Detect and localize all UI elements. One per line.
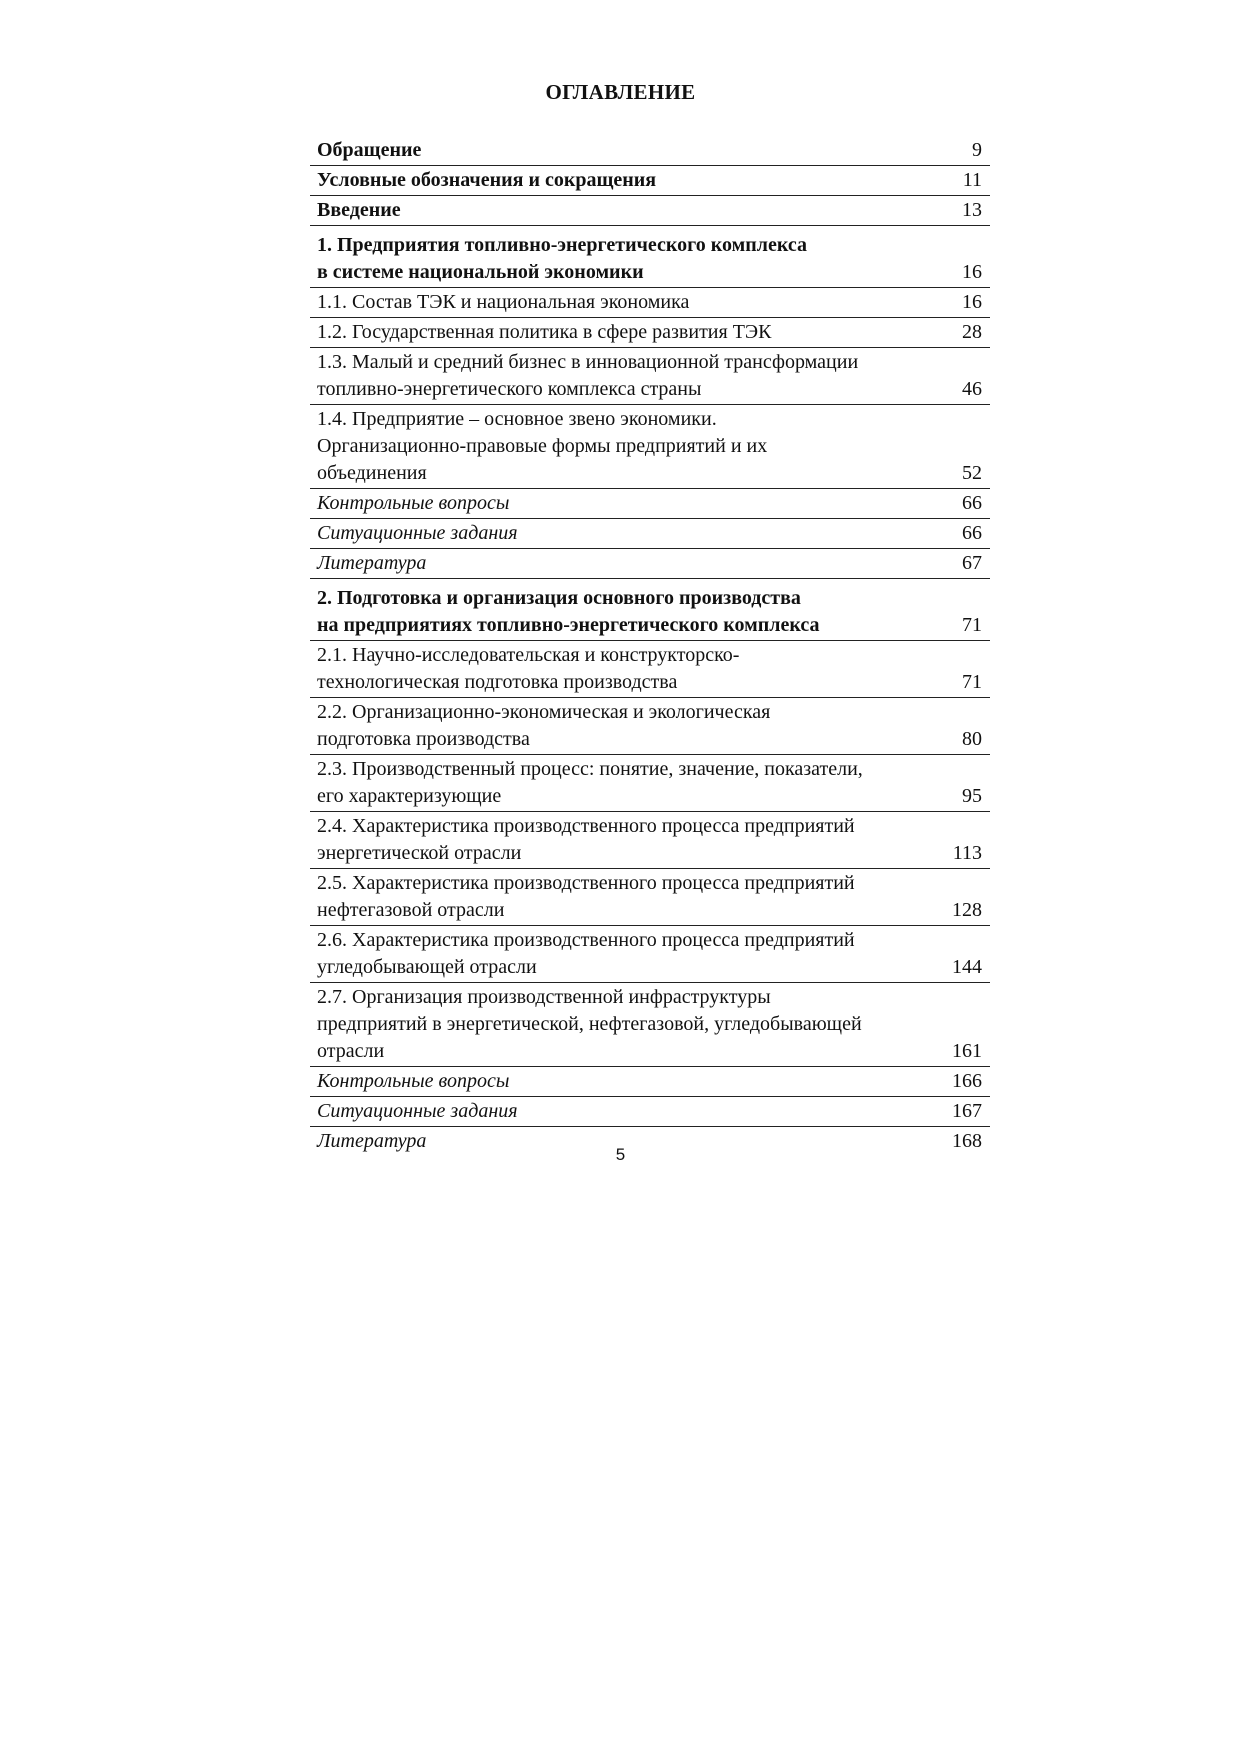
toc-entry-page: 67 <box>962 552 982 574</box>
toc-entry-title: 1.1. Состав ТЭК и национальная экономика <box>317 291 690 313</box>
toc-entry[interactable] <box>310 1067 990 1097</box>
toc-entry-page: 168 <box>952 1130 982 1152</box>
toc-entry[interactable] <box>310 812 990 869</box>
toc-entry-page: 144 <box>952 956 982 978</box>
toc-entry-title: Обращение <box>317 139 422 161</box>
toc-entry-page: 13 <box>962 199 982 221</box>
toc-entry[interactable] <box>310 196 990 226</box>
toc-entry-title: 2.2. Организационно-экономическая и экологическая подготовка производства <box>317 701 771 750</box>
toc-entry[interactable] <box>310 755 990 812</box>
toc-entry[interactable] <box>310 318 990 348</box>
toc-entry-title: Литература <box>317 552 427 574</box>
toc-entry-title: 2.6. Характеристика производственного процесса предприятий угледобывающей отрасли <box>317 929 855 978</box>
toc-entry-title: Условные обозначения и сокращения <box>317 169 657 191</box>
toc-entry-page: 128 <box>952 899 982 921</box>
toc-entry-title: 1.4. Предприятие – основное звено экономики. Организационно-правовые формы предприятий и их объединения <box>317 408 768 484</box>
toc-entry[interactable] <box>310 489 990 519</box>
toc-entry[interactable] <box>310 698 990 755</box>
toc-entry-title: Контрольные вопросы <box>317 1070 510 1092</box>
toc-entry[interactable] <box>310 869 990 926</box>
toc-entry[interactable] <box>310 549 990 579</box>
toc-entry-page: 113 <box>952 842 982 864</box>
toc-entry[interactable] <box>310 584 990 641</box>
toc-entry[interactable] <box>310 288 990 318</box>
toc-entry-title: Литература <box>317 1130 427 1152</box>
toc-entry-title: 1.3. Малый и средний бизнес в инновационной трансформации топливно-энергетического комплекса страны <box>317 351 859 400</box>
toc-entry-page: 16 <box>962 291 982 313</box>
toc-entry[interactable] <box>310 231 990 288</box>
toc-entry-page: 52 <box>962 462 982 484</box>
toc-entry[interactable] <box>310 1097 990 1127</box>
toc-entry-title: 2.3. Производственный процесс: понятие, значение, показатели, его характеризующие <box>317 758 863 807</box>
toc-entry-page: 9 <box>972 139 982 161</box>
toc-entry-title: Ситуационные задания <box>317 522 518 544</box>
toc-entry[interactable] <box>310 405 990 489</box>
toc-entry-page: 28 <box>962 321 982 343</box>
toc-entry-title: Ситуационные задания <box>317 1100 518 1122</box>
table-of-contents <box>310 136 990 1156</box>
toc-entry-page: 66 <box>962 492 982 514</box>
toc-entry-title: Введение <box>317 199 401 221</box>
toc-entry-title: 2.4. Характеристика производственного процесса предприятий энергетической отрасли <box>317 815 855 864</box>
toc-entry-title: 2. Подготовка и организация основного производства на предприятиях топливно-энергетического комплекса <box>317 587 820 636</box>
toc-entry-page: 95 <box>962 785 982 807</box>
toc-entry-title: 1. Предприятия топливно-энергетического комплекса в системе национальной экономики <box>317 234 807 283</box>
toc-entry-page: 80 <box>962 728 982 750</box>
toc-entry[interactable] <box>310 641 990 698</box>
toc-entry[interactable] <box>310 983 990 1067</box>
page-number: 5 <box>615 1145 626 1164</box>
toc-entry-title: Контрольные вопросы <box>317 492 510 514</box>
page-title: ОГЛАВЛЕНИЕ <box>545 80 696 104</box>
toc-entry-page: 161 <box>952 1040 982 1062</box>
toc-entry[interactable] <box>310 519 990 549</box>
toc-entry-title: 2.1. Научно-исследовательская и конструкторско- технологическая подготовка производства <box>317 644 740 693</box>
toc-entry-page: 167 <box>952 1100 982 1122</box>
toc-entry[interactable] <box>310 136 990 166</box>
toc-entry-page: 71 <box>962 671 982 693</box>
toc-entry-page: 16 <box>962 261 982 283</box>
toc-entry[interactable] <box>310 348 990 405</box>
toc-entry-page: 71 <box>962 614 982 636</box>
toc-entry-page: 66 <box>962 522 982 544</box>
toc-entry-title: 2.7. Организация производственной инфраструктуры предприятий в энергетической, нефтегазовой, угледобывающей отрасли <box>317 986 862 1062</box>
toc-entry-title: 1.2. Государственная политика в сфере развития ТЭК <box>317 321 772 343</box>
toc-entry[interactable] <box>310 166 990 196</box>
toc-entry-page: 11 <box>962 169 982 191</box>
toc-entry[interactable] <box>310 926 990 983</box>
toc-entry-page: 166 <box>952 1070 982 1092</box>
toc-entry-title: 2.5. Характеристика производственного процесса предприятий нефтегазовой отрасли <box>317 872 855 921</box>
toc-entry-page: 46 <box>962 378 982 400</box>
